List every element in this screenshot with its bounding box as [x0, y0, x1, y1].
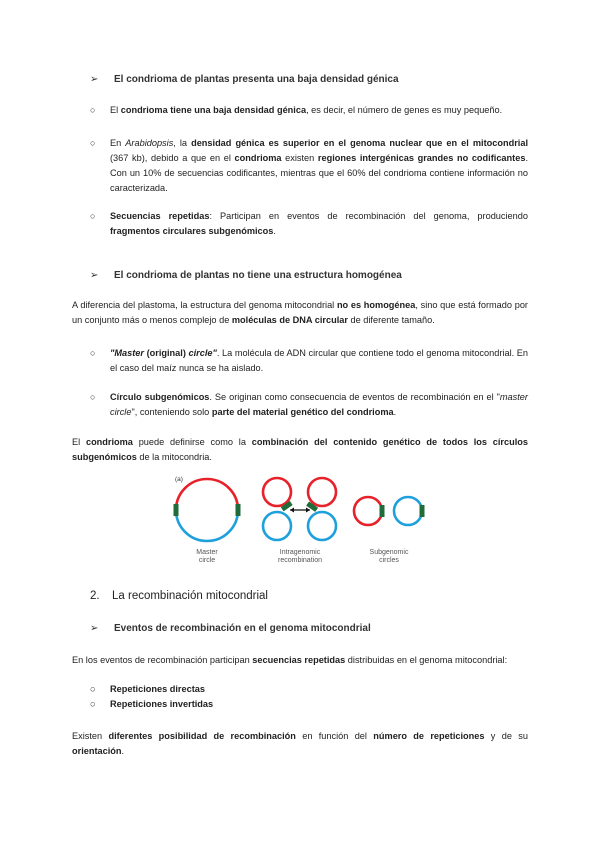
- caption-intragenomic: Intragenomic: [279, 549, 321, 556]
- intragenomic-recombination: [263, 478, 336, 540]
- circle-bullet-icon: ○: [90, 684, 96, 694]
- arrow-bullet-icon: ➢: [90, 623, 99, 634]
- circle-bullet-icon: ○: [90, 699, 96, 709]
- red-loop: [263, 478, 291, 506]
- repeat-marker: [380, 505, 385, 517]
- master-circle: [174, 479, 241, 541]
- circle-bullet-icon: ○: [90, 211, 96, 221]
- arrow-left-head: [290, 508, 294, 513]
- circle-bullet-icon: ○: [90, 392, 96, 402]
- circle-bullet-icon: ○: [90, 348, 96, 358]
- figure-panel-label: (a): [175, 476, 183, 483]
- list-item: ○ Repeticiones invertidas: [90, 699, 214, 709]
- list-item: ○ En Arabidopsis, la densidad génica es superior en el genoma nuclear que en el mitocondrial (367 kb), debido a que en el condrioma existen regiones intergénicas grandes no codificantes. Con un 10% de secuencias codificantes, mientras que el 60% del condrioma contiene información no caracterizada.: [90, 138, 528, 193]
- heading-recombination-events: ➢ Eventos de recombinación en el genoma mitocondrial: [90, 623, 371, 634]
- red-subgenomic-circle: [354, 497, 382, 525]
- heading-non-homogeneous: ➢ El condrioma de plantas no tiene una estructura homogénea: [90, 270, 402, 281]
- circle-bullet-icon: ○: [90, 138, 96, 148]
- list-item: ○ Repeticiones directas: [90, 684, 205, 694]
- blue-subgenomic-circle: [394, 497, 422, 525]
- recombination-figure: [172, 470, 432, 570]
- arrow-bullet-icon: ➢: [90, 270, 99, 281]
- caption-subgenomic: Subgenomic: [369, 549, 409, 556]
- repeat-marker: [420, 505, 425, 517]
- paragraph: En los eventos de recombinación participan secuencias repetidas distribuidas en el genoma mitocondrial:: [72, 655, 508, 665]
- list-item: ○ Secuencias repetidas: Participan en eventos de recombinación del genoma, produciendo fragmentos circulares subgenómicos.: [90, 211, 528, 236]
- heading-low-gene-density: ➢ El condrioma de plantas presenta una baja densidad génica: [90, 74, 399, 85]
- blue-loop: [308, 512, 336, 540]
- paragraph: Existen diferentes posibilidad de recombinación en función del número de repeticiones y de su orientación.: [72, 731, 528, 756]
- caption-subgenomic-2: circles: [379, 557, 399, 564]
- circle-bullet-icon: ○: [90, 105, 96, 115]
- master-circle-blue-arc: [176, 510, 238, 541]
- caption-master-2: circle: [198, 557, 216, 564]
- red-loop: [308, 478, 336, 506]
- list-item: ○ Círculo subgenómicos. Se originan como consecuencia de eventos de recombinación en el "master circle", conteniendo solo parte del material genético del condrioma.: [90, 392, 528, 417]
- arrow-right-head: [306, 508, 310, 513]
- arrow-bullet-icon: ➢: [90, 74, 99, 85]
- repeat-marker: [174, 504, 179, 516]
- blue-loop: [263, 512, 291, 540]
- paragraph: A diferencia del plastoma, la estructura del genoma mitocondrial no es homogénea, sino que está formado por un conjunto más o menos complejo de moléculas de DNA circular de diferente tamaño.: [72, 300, 528, 325]
- caption-master: Master: [196, 549, 218, 556]
- list-item: ○ "Master (original) circle". La molécula de ADN circular que contiene todo el genoma mitocondrial. En el caso del maíz nunca se ha aislado.: [90, 348, 528, 373]
- subgenomic-circles: [354, 497, 425, 525]
- list-item: ○ El condrioma tiene una baja densidad génica, es decir, el número de genes es muy pequeño.: [90, 103, 528, 118]
- section-title: 2. La recombinación mitocondrial: [90, 590, 268, 602]
- caption-intragenomic-2: recombination: [278, 557, 322, 564]
- paragraph: El condrioma puede definirse como la combinación del contenido genético de todos los círculos subgenómicos de la mitocondria.: [72, 437, 528, 462]
- repeat-marker: [236, 504, 241, 516]
- master-circle-red-arc: [176, 479, 238, 510]
